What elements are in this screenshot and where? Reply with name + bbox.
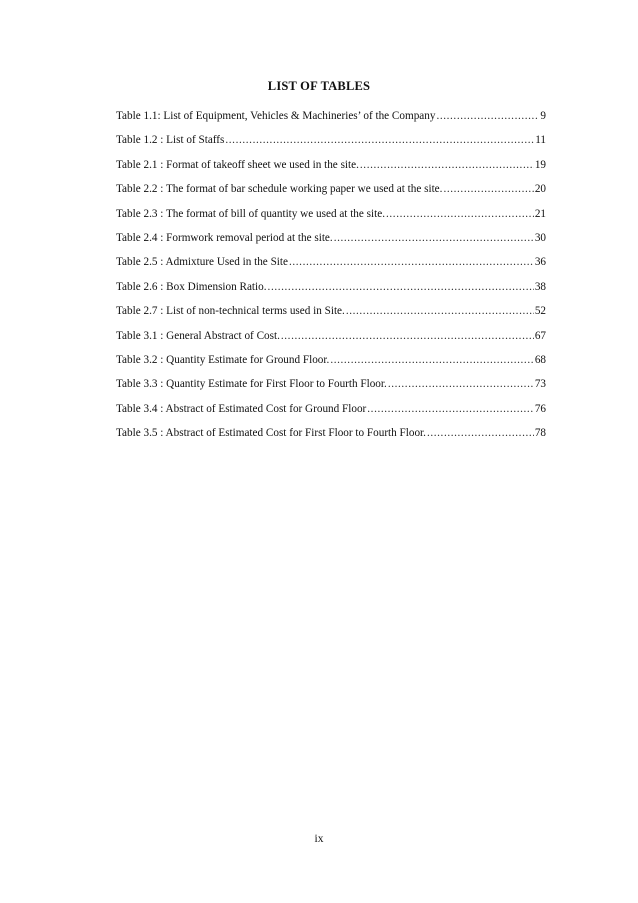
dot-leader [436, 110, 539, 122]
table-list-item [116, 378, 546, 402]
table-list-item [116, 354, 546, 378]
entry-page-number: 78 [534, 427, 546, 440]
table-list-item [116, 305, 546, 329]
page-number-footer: ix [314, 833, 324, 845]
entry-label: Table 2.3 : The format of bill of quantity we used at the site. [116, 207, 385, 220]
entry-label: Table 3.3 : Quantity Estimate for First Floor to Fourth Floor. [116, 378, 387, 391]
entry-label: Table 2.7 : List of non-technical terms used in Site. [116, 305, 345, 318]
entry-page-number: 52 [534, 305, 546, 318]
table-list-item [116, 330, 546, 354]
table-list-item [116, 134, 546, 158]
entry-label: Table 3.2 : Quantity Estimate for Ground Floor. [116, 353, 330, 366]
entry-label: Table 2.1 : Format of takeoff sheet we used in the site. [116, 158, 359, 171]
table-list-item [116, 427, 546, 451]
entry-label: Table 2.5 : Admixture Used in the Site [116, 256, 288, 269]
entry-page-number: 9 [540, 110, 546, 122]
table-list-item [116, 281, 546, 305]
entry-page-number: 67 [534, 329, 546, 342]
entry-page-number: 76 [534, 402, 546, 415]
entry-page-number: 38 [534, 280, 546, 293]
table-list [116, 110, 546, 451]
dot-leader [367, 403, 534, 415]
table-list-item [116, 183, 546, 207]
entry-label: Table 2.6 : Box Dimension Ratio. [116, 280, 267, 293]
entry-page-number: 73 [534, 378, 546, 391]
dot-leader [330, 354, 534, 366]
entry-page-number: 21 [534, 207, 546, 220]
table-list-item [116, 403, 546, 427]
entry-page-number: 11 [535, 134, 546, 147]
table-list-item [116, 110, 546, 134]
dot-leader [443, 183, 533, 195]
table-list-item [116, 256, 546, 280]
dot-leader [268, 281, 534, 293]
entry-label: Table 2.4 : Formwork removal period at the site. [116, 231, 333, 244]
entry-page-number: 68 [534, 353, 546, 366]
dot-leader [334, 232, 534, 244]
page-title: LIST OF TABLES [267, 79, 371, 93]
table-list-item [116, 159, 546, 183]
dot-leader [360, 159, 534, 171]
dot-leader [281, 330, 534, 342]
table-list-item [116, 232, 546, 256]
table-list-item [116, 208, 546, 232]
entry-label: Table 1.1: List of Equipment, Vehicles & Machineries’ of the Company [116, 110, 436, 122]
dot-leader [346, 305, 534, 317]
entry-page-number: 30 [534, 231, 546, 244]
dot-leader [386, 208, 534, 220]
dot-leader [388, 378, 534, 390]
entry-page-number: 36 [534, 256, 546, 269]
entry-label: Table 3.5 : Abstract of Estimated Cost for First Floor to Fourth Floor. [116, 427, 426, 440]
dot-leader [289, 256, 534, 268]
entry-label: Table 1.2 : List of Staffs [116, 134, 225, 147]
dot-leader [427, 427, 534, 439]
entry-page-number: 19 [534, 158, 546, 171]
entry-label: Table 3.4 : Abstract of Estimated Cost for Ground Floor [116, 402, 367, 415]
entry-page-number: 20 [534, 183, 546, 196]
entry-label: Table 2.2 : The format of bar schedule working paper we used at the site. [116, 183, 443, 196]
entry-label: Table 3.1 : General Abstract of Cost. [116, 329, 280, 342]
dot-leader [225, 134, 534, 146]
